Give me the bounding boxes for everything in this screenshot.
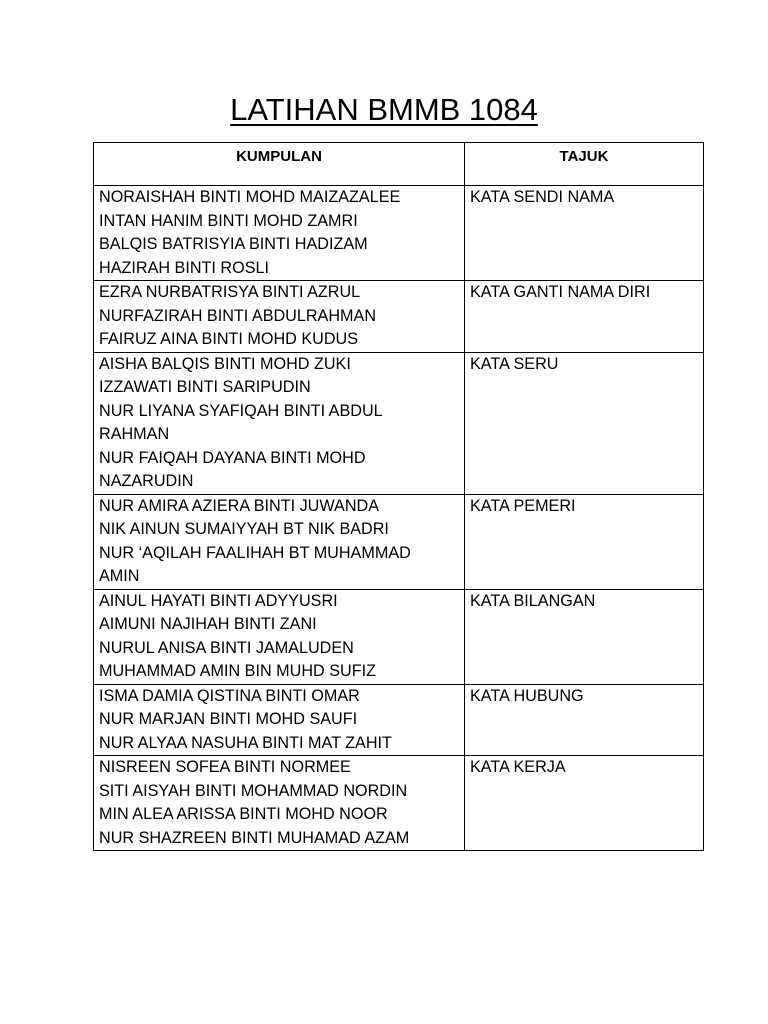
member-name: NURFAZIRAH BINTI ABDULRAHMAN xyxy=(99,306,377,325)
member-name: FAIRUZ AINA BINTI MOHD KUDUS xyxy=(99,330,359,348)
member-name: NURUL ANISA BINTI JAMALUDEN xyxy=(99,638,354,657)
page-title: LATIHAN BMMB 1084 xyxy=(230,92,538,127)
group-members-cell xyxy=(94,352,465,494)
topic-cell: KATA BILANGAN xyxy=(465,589,704,684)
member-name: NUR MARJAN BINTI MOHD SAUFI xyxy=(99,710,358,728)
table-row xyxy=(94,352,704,494)
member-name: NORAISHAH BINTI MOHD MAIZAZALEE xyxy=(99,188,401,206)
table-row xyxy=(94,756,704,851)
group-members-cell xyxy=(94,589,465,684)
member-name: NUR AMIRA AZIERA BINTI JUWANDA xyxy=(99,496,380,515)
group-members-cell xyxy=(94,684,465,756)
member-name: NUR SHAZREEN BINTI MUHAMAD AZAM xyxy=(99,828,410,847)
group-members-cell xyxy=(94,494,465,589)
member-name: AINUL HAYATI BINTI ADYYUSRI xyxy=(99,591,338,610)
member-name: NUR FAIQAH DAYANA BINTI MOHD xyxy=(99,448,366,467)
table-row xyxy=(94,494,704,589)
member-name: NUR ALYAA NASUHA BINTI MAT ZAHIT xyxy=(99,733,392,752)
member-name: NAZARUDIN xyxy=(99,472,194,490)
topic-cell: KATA PEMERI xyxy=(465,494,704,589)
member-name: NISREEN SOFEA BINTI NORMEE xyxy=(99,758,351,776)
member-name: IZZAWATI BINTI SARIPUDIN xyxy=(99,378,311,396)
member-name: AMIN xyxy=(99,567,140,585)
member-name: MUHAMMAD AMIN BIN MUHD SUFIZ xyxy=(99,662,376,680)
member-name: ISMA DAMIA QISTINA BINTI OMAR xyxy=(99,686,360,705)
topic-cell: KATA HUBUNG xyxy=(465,684,704,756)
table-row xyxy=(94,589,704,684)
topic-cell: KATA KERJA xyxy=(465,756,704,851)
member-name: NUR LIYANA SYAFIQAH BINTI ABDUL xyxy=(99,401,383,420)
header-kumpulan: KUMPULAN xyxy=(94,143,465,186)
group-table xyxy=(93,142,704,851)
table-body xyxy=(94,186,704,851)
member-name: AIMUNI NAJIHAH BINTI ZANI xyxy=(99,615,317,633)
member-name: HAZIRAH BINTI ROSLI xyxy=(99,258,269,277)
table-row xyxy=(94,684,704,756)
table-header-row xyxy=(94,143,704,186)
member-name: EZRA NURBATRISYA BINTI AZRUL xyxy=(99,283,361,301)
group-members-cell xyxy=(94,281,465,353)
member-name: AISHA BALQIS BINTI MOHD ZUKI xyxy=(99,354,351,373)
member-name: INTAN HANIM BINTI MOHD ZAMRI xyxy=(99,211,358,230)
member-name: SITI AISYAH BINTI MOHAMMAD NORDIN xyxy=(99,781,408,800)
table-row xyxy=(94,281,704,353)
topic-cell: KATA GANTI NAMA DIRI xyxy=(465,281,704,353)
topic-cell: KATA SERU xyxy=(465,352,704,494)
header-tajuk: TAJUK xyxy=(465,143,704,186)
member-name: RAHMAN xyxy=(99,425,170,443)
member-name: BALQIS BATRISYIA BINTI HADIZAM xyxy=(99,235,368,253)
member-name: MIN ALEA ARISSA BINTI MOHD NOOR xyxy=(99,805,388,823)
member-name: NUR ‘AQILAH FAALIHAH BT MUHAMMAD xyxy=(99,543,411,562)
table-row xyxy=(94,186,704,281)
member-name: NIK AINUN SUMAIYYAH BT NIK BADRI xyxy=(99,520,389,538)
group-members-cell xyxy=(94,756,465,851)
group-members-cell xyxy=(94,186,465,281)
topic-cell: KATA SENDI NAMA xyxy=(465,186,704,281)
